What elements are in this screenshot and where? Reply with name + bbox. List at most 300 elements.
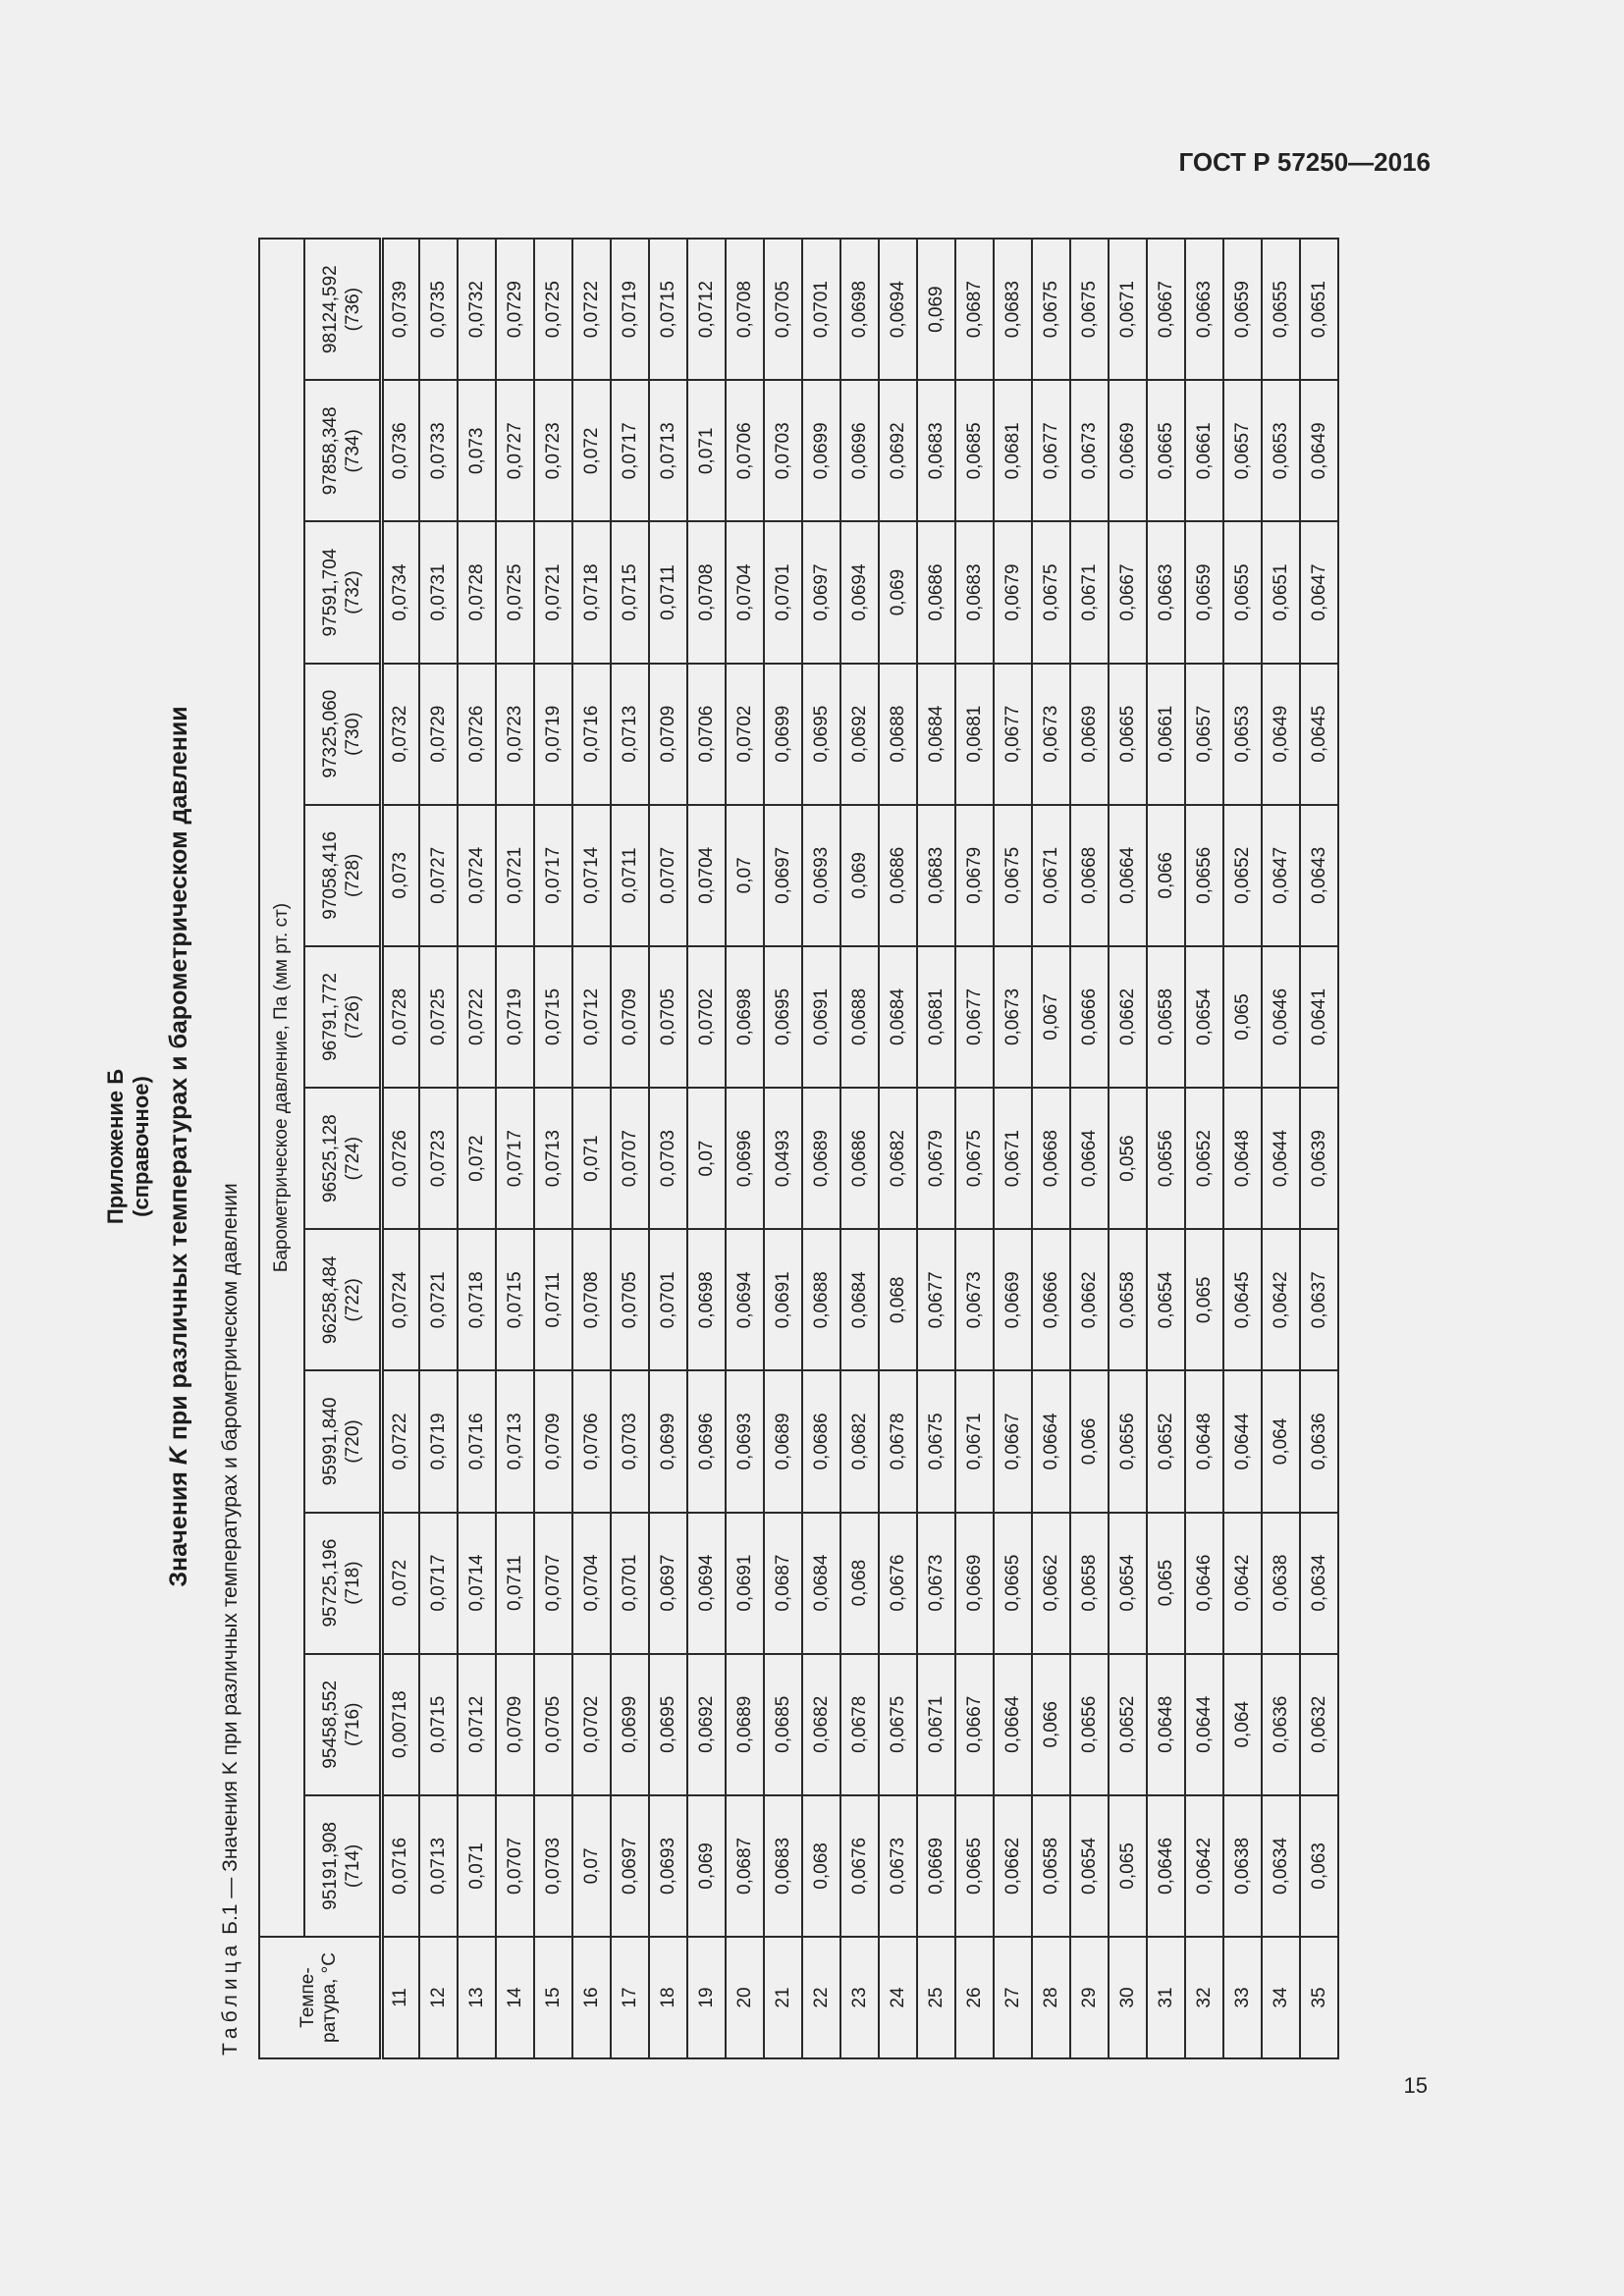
k-values-table [258, 238, 1339, 2059]
k-value-cell: 0,072 [458, 1088, 496, 1229]
k-value-cell: 0,0659 [1185, 521, 1223, 663]
table-row [534, 239, 572, 2058]
k-value-cell: 0,0695 [764, 946, 802, 1088]
k-value-cell: 0,0667 [955, 1654, 994, 1795]
k-value-cell: 0,0688 [802, 1229, 840, 1370]
k-value-cell: 0,064 [1223, 1654, 1262, 1795]
table-row [572, 239, 611, 2058]
k-value-cell: 0,0664 [1032, 1370, 1070, 1512]
k-value-cell: 0,0661 [1147, 664, 1185, 805]
pressure-pa: 98124,592 [320, 265, 342, 354]
k-value-cell: 0,0692 [687, 1654, 726, 1795]
pressure-mm: (718) [343, 1561, 364, 1605]
k-value-cell: 0,0652 [1109, 1654, 1147, 1795]
k-value-cell: 0,0656 [1070, 1654, 1109, 1795]
temperature-cell: 12 [419, 1937, 458, 2058]
k-value-cell: 0,0704 [572, 1513, 611, 1654]
k-value-cell: 0,0684 [802, 1513, 840, 1654]
k-value-cell: 0,0723 [534, 380, 572, 521]
k-value-cell: 0,0669 [917, 1795, 955, 1937]
k-value-cell: 0,0685 [955, 380, 994, 521]
k-value-cell: 0,073 [381, 805, 419, 946]
k-value-cell: 0,0702 [687, 946, 726, 1088]
table-container [258, 238, 1339, 2059]
temperature-cell: 11 [381, 1937, 419, 2058]
temperature-cell: 14 [496, 1937, 534, 2058]
table-caption-number: Б.1 — [219, 1871, 242, 1941]
k-value-cell: 0,0723 [496, 664, 534, 805]
temperature-cell: 27 [994, 1937, 1032, 2058]
k-value-cell: 0,0648 [1185, 1370, 1223, 1512]
temperature-cell: 26 [955, 1937, 994, 2058]
k-value-cell: 0,0663 [1147, 521, 1185, 663]
k-value-cell: 0,0713 [611, 664, 649, 805]
k-value-cell: 0,0708 [687, 521, 726, 663]
k-value-cell: 0,0715 [496, 1229, 534, 1370]
k-value-cell: 0,0676 [879, 1513, 917, 1654]
k-value-cell: 0,0649 [1262, 664, 1300, 805]
k-value-cell: 0,0727 [496, 380, 534, 521]
k-value-cell: 0,0682 [879, 1088, 917, 1229]
pressure-column-header [304, 664, 381, 805]
table-caption [219, 1183, 243, 2056]
k-value-cell: 0,069 [879, 521, 917, 663]
k-value-cell: 0,0677 [917, 1229, 955, 1370]
k-value-cell: 0,0715 [649, 239, 687, 380]
pressure-mm: (732) [343, 570, 364, 614]
k-value-cell: 0,0719 [611, 239, 649, 380]
table-row [687, 239, 726, 2058]
k-value-cell: 0,0707 [496, 1795, 534, 1937]
k-value-cell: 0,0675 [1070, 239, 1109, 380]
k-value-cell: 0,00718 [381, 1654, 419, 1795]
k-value-cell: 0,0662 [1070, 1229, 1109, 1370]
k-value-cell: 0,0711 [534, 1229, 572, 1370]
k-value-cell: 0,0698 [687, 1229, 726, 1370]
annex-caption-after: при различных температурах и барометрическом давлении [165, 706, 192, 1448]
k-value-cell: 0,069 [840, 805, 879, 946]
pressure-pa: 97325,060 [320, 689, 342, 778]
table-row [955, 239, 994, 2058]
k-value-cell: 0,0657 [1223, 380, 1262, 521]
k-value-cell: 0,0697 [611, 1795, 649, 1937]
k-value-cell: 0,0732 [458, 239, 496, 380]
temperature-cell: 25 [917, 1937, 955, 2058]
table-row [879, 239, 917, 2058]
k-value-cell: 0,0689 [726, 1654, 764, 1795]
pressure-pa: 96258,484 [320, 1255, 342, 1345]
k-value-cell: 0,07 [572, 1795, 611, 1937]
k-value-cell: 0,0643 [1300, 805, 1338, 946]
k-value-cell: 0,0675 [994, 805, 1032, 946]
k-value-cell: 0,0725 [534, 239, 572, 380]
k-value-cell: 0,0698 [840, 239, 879, 380]
pressure-pa: 96525,128 [320, 1114, 342, 1203]
k-value-cell: 0,0714 [458, 1513, 496, 1654]
k-value-cell: 0,0709 [611, 946, 649, 1088]
k-value-cell: 0,0681 [955, 664, 994, 805]
k-value-cell: 0,0704 [726, 521, 764, 663]
annex-subtitle: (справочное) [129, 1076, 153, 1217]
k-value-cell: 0,0637 [1300, 1229, 1338, 1370]
annex-caption-before: Значения [165, 1465, 192, 1587]
k-value-cell: 0,0713 [419, 1795, 458, 1937]
k-value-cell: 0,0663 [1185, 239, 1223, 380]
k-value-cell: 0,0644 [1223, 1370, 1262, 1512]
k-value-cell: 0,0648 [1223, 1088, 1262, 1229]
pressure-header: Барометрическое давление, Па (мм рт. ст) [259, 239, 304, 1937]
table-row [764, 239, 802, 2058]
table-row [1147, 239, 1185, 2058]
k-value-cell: 0,0715 [419, 1654, 458, 1795]
annex-caption [165, 234, 193, 2059]
pressure-pa: 95991,840 [320, 1397, 342, 1486]
k-value-cell: 0,0721 [496, 805, 534, 946]
annex-caption-symbol: K [165, 1447, 192, 1466]
temperature-cell: 16 [572, 1937, 611, 2058]
k-value-cell: 0,0694 [726, 1229, 764, 1370]
k-value-cell: 0,0636 [1300, 1370, 1338, 1512]
temperature-cell: 33 [1223, 1937, 1262, 2058]
k-value-cell: 0,072 [572, 380, 611, 521]
temperature-header: Темпе-ратура, °С [259, 1937, 381, 2058]
k-value-cell: 0,0647 [1300, 521, 1338, 663]
k-value-cell: 0,0493 [764, 1088, 802, 1229]
k-value-cell: 0,0714 [572, 805, 611, 946]
temperature-cell: 30 [1109, 1937, 1147, 2058]
k-value-cell: 0,0667 [1147, 239, 1185, 380]
table-row [840, 239, 879, 2058]
k-value-cell: 0,0675 [1032, 521, 1070, 663]
k-value-cell: 0,0707 [649, 805, 687, 946]
k-value-cell: 0,0679 [955, 805, 994, 946]
k-value-cell: 0,0709 [496, 1654, 534, 1795]
k-value-cell: 0,0648 [1147, 1654, 1185, 1795]
k-value-cell: 0,0671 [1109, 239, 1147, 380]
k-value-cell: 0,0678 [840, 1654, 879, 1795]
k-value-cell: 0,0726 [381, 1088, 419, 1229]
k-value-cell: 0,0695 [649, 1654, 687, 1795]
k-value-cell: 0,0699 [764, 664, 802, 805]
pressure-column-header [304, 1229, 381, 1370]
k-value-cell: 0,0665 [955, 1795, 994, 1937]
k-value-cell: 0,0668 [1032, 1088, 1070, 1229]
k-value-cell: 0,0673 [917, 1513, 955, 1654]
temperature-cell: 17 [611, 1937, 649, 2058]
temperature-cell: 22 [802, 1937, 840, 2058]
k-value-cell: 0,068 [840, 1513, 879, 1654]
temperature-cell: 31 [1147, 1937, 1185, 2058]
k-value-cell: 0,0727 [419, 805, 458, 946]
k-value-cell: 0,0649 [1300, 380, 1338, 521]
k-value-cell: 0,0638 [1262, 1513, 1300, 1654]
table-row [1070, 239, 1109, 2058]
k-value-cell: 0,0679 [994, 521, 1032, 663]
k-value-cell: 0,0653 [1223, 664, 1262, 805]
k-value-cell: 0,0718 [572, 521, 611, 663]
temperature-cell: 24 [879, 1937, 917, 2058]
k-value-cell: 0,0692 [879, 380, 917, 521]
k-value-cell: 0,0694 [687, 1513, 726, 1654]
k-value-cell: 0,0689 [802, 1088, 840, 1229]
pressure-column-header [304, 1513, 381, 1654]
k-value-cell: 0,0652 [1185, 1088, 1223, 1229]
k-value-cell: 0,0675 [917, 1370, 955, 1512]
k-value-cell: 0,0666 [1032, 1229, 1070, 1370]
pressure-mm: (722) [343, 1278, 364, 1322]
k-value-cell: 0,0723 [419, 1088, 458, 1229]
k-value-cell: 0,0684 [879, 946, 917, 1088]
k-value-cell: 0,0683 [917, 380, 955, 521]
k-value-cell: 0,0699 [611, 1654, 649, 1795]
k-value-cell: 0,0668 [1070, 805, 1109, 946]
k-value-cell: 0,0703 [764, 380, 802, 521]
k-value-cell: 0,0703 [611, 1370, 649, 1512]
k-value-cell: 0,0702 [726, 664, 764, 805]
k-value-cell: 0,0683 [955, 521, 994, 663]
temperature-cell: 20 [726, 1937, 764, 2058]
k-value-cell: 0,0688 [879, 664, 917, 805]
k-value-cell: 0,0684 [840, 1229, 879, 1370]
k-value-cell: 0,0697 [649, 1513, 687, 1654]
k-value-cell: 0,0713 [649, 380, 687, 521]
k-value-cell: 0,0689 [764, 1370, 802, 1512]
pressure-pa: 95458,552 [320, 1680, 342, 1769]
pressure-mm: (714) [343, 1843, 364, 1889]
k-value-cell: 0,0717 [611, 380, 649, 521]
table-row [802, 239, 840, 2058]
k-value-cell: 0,0662 [1032, 1513, 1070, 1654]
k-value-cell: 0,0675 [1032, 239, 1070, 380]
k-value-cell: 0,0651 [1300, 239, 1338, 380]
k-value-cell: 0,07 [726, 805, 764, 946]
k-value-cell: 0,066 [1070, 1370, 1109, 1512]
k-value-cell: 0,0681 [994, 380, 1032, 521]
k-value-cell: 0,0713 [534, 1088, 572, 1229]
k-value-cell: 0,0725 [419, 946, 458, 1088]
temperature-cell: 19 [687, 1937, 726, 2058]
k-value-cell: 0,0713 [496, 1370, 534, 1512]
k-value-cell: 0,0686 [879, 805, 917, 946]
k-value-cell: 0,0719 [534, 664, 572, 805]
k-value-cell: 0,0656 [1109, 1370, 1147, 1512]
k-value-cell: 0,069 [917, 239, 955, 380]
k-value-cell: 0,0636 [1262, 1654, 1300, 1795]
rotated-annex-block [103, 234, 1434, 2059]
k-value-cell: 0,0704 [687, 805, 726, 946]
k-value-cell: 0,0652 [1147, 1370, 1185, 1512]
k-value-cell: 0,0686 [917, 521, 955, 663]
k-value-cell: 0,0675 [879, 1654, 917, 1795]
k-value-cell: 0,0729 [496, 239, 534, 380]
k-value-cell: 0,071 [458, 1795, 496, 1937]
k-value-cell: 0,0707 [611, 1088, 649, 1229]
k-value-cell: 0,0681 [917, 946, 955, 1088]
k-value-cell: 0,0702 [572, 1654, 611, 1795]
k-value-cell: 0,0673 [1032, 664, 1070, 805]
k-value-cell: 0,0669 [994, 1229, 1032, 1370]
annex-title: Приложение Б [103, 1068, 128, 1225]
table-row [994, 239, 1032, 2058]
k-value-cell: 0,0654 [1070, 1795, 1109, 1937]
k-value-cell: 0,0662 [1109, 946, 1147, 1088]
temperature-cell: 23 [840, 1937, 879, 2058]
k-value-cell: 0,0691 [802, 946, 840, 1088]
k-value-cell: 0,0646 [1185, 1513, 1223, 1654]
k-value-cell: 0,0634 [1300, 1513, 1338, 1654]
k-value-cell: 0,072 [381, 1513, 419, 1654]
k-value-cell: 0,0642 [1262, 1229, 1300, 1370]
k-value-cell: 0,0701 [611, 1513, 649, 1654]
k-value-cell: 0,065 [1185, 1229, 1223, 1370]
k-value-cell: 0,0671 [1070, 521, 1109, 663]
k-value-cell: 0,0662 [994, 1795, 1032, 1937]
page-number: 15 [1403, 2073, 1428, 2098]
k-value-cell: 0,0654 [1109, 1513, 1147, 1654]
k-value-cell: 0,0732 [381, 664, 419, 805]
k-value-cell: 0,0703 [534, 1795, 572, 1937]
k-value-cell: 0,0645 [1300, 664, 1338, 805]
k-value-cell: 0,0658 [1147, 946, 1185, 1088]
k-value-cell: 0,0712 [687, 239, 726, 380]
k-value-cell: 0,0729 [419, 664, 458, 805]
k-value-cell: 0,0654 [1147, 1229, 1185, 1370]
k-value-cell: 0,0734 [381, 521, 419, 663]
k-value-cell: 0,0664 [1109, 805, 1147, 946]
k-value-cell: 0,0659 [1223, 239, 1262, 380]
k-value-cell: 0,0715 [611, 521, 649, 663]
table-row [726, 239, 764, 2058]
pressure-pa: 97591,704 [320, 548, 342, 637]
k-value-cell: 0,0735 [419, 239, 458, 380]
k-value-cell: 0,0638 [1223, 1795, 1262, 1937]
pressure-column-header [304, 1370, 381, 1512]
k-value-cell: 0,0722 [381, 1370, 419, 1512]
k-value-cell: 0,0665 [1109, 664, 1147, 805]
standard-code: ГОСТ Р 57250—2016 [1178, 147, 1431, 177]
pressure-pa: 97858,348 [320, 406, 342, 496]
k-value-cell: 0,0639 [1300, 1088, 1338, 1229]
k-value-cell: 0,0705 [534, 1654, 572, 1795]
k-value-cell: 0,068 [879, 1229, 917, 1370]
temperature-cell: 34 [1262, 1937, 1300, 2058]
k-value-cell: 0,0692 [840, 664, 879, 805]
k-value-cell: 0,0682 [802, 1654, 840, 1795]
table-caption-label: Таблица [219, 1940, 242, 2056]
k-value-cell: 0,066 [1032, 1654, 1070, 1795]
k-value-cell: 0,0684 [917, 664, 955, 805]
temperature-cell: 15 [534, 1937, 572, 2058]
k-value-cell: 0,0691 [764, 1229, 802, 1370]
k-value-cell: 0,0695 [802, 664, 840, 805]
temperature-cell: 28 [1032, 1937, 1070, 2058]
k-value-cell: 0,0721 [419, 1229, 458, 1370]
k-value-cell: 0,0687 [955, 239, 994, 380]
table-row [611, 239, 649, 2058]
k-value-cell: 0,0673 [879, 1795, 917, 1937]
k-value-cell: 0,0725 [496, 521, 534, 663]
k-value-cell: 0,0646 [1262, 946, 1300, 1088]
k-value-cell: 0,0711 [649, 521, 687, 663]
pressure-column-header [304, 380, 381, 521]
k-value-cell: 0,0717 [419, 1513, 458, 1654]
k-value-cell: 0,0652 [1223, 805, 1262, 946]
k-value-cell: 0,0698 [726, 946, 764, 1088]
k-value-cell: 0,0705 [649, 946, 687, 1088]
k-value-cell: 0,0677 [955, 946, 994, 1088]
pressure-column-header [304, 521, 381, 663]
k-value-cell: 0,0726 [458, 664, 496, 805]
k-value-cell: 0,0646 [1147, 1795, 1185, 1937]
k-value-cell: 0,0671 [917, 1654, 955, 1795]
column-header-row [304, 239, 381, 2058]
k-value-cell: 0,0701 [649, 1229, 687, 1370]
pressure-column-header [304, 1088, 381, 1229]
k-value-cell: 0,064 [1262, 1370, 1300, 1512]
k-value-cell: 0,0685 [764, 1654, 802, 1795]
pressure-pa: 95191,908 [320, 1822, 342, 1910]
k-value-cell: 0,0691 [726, 1513, 764, 1654]
table-row [917, 239, 955, 2058]
table-row [1300, 239, 1338, 2058]
k-value-cell: 0,0664 [1070, 1088, 1109, 1229]
k-value-cell: 0,0718 [458, 1229, 496, 1370]
k-value-cell: 0,0673 [1070, 380, 1109, 521]
k-value-cell: 0,0678 [879, 1370, 917, 1512]
k-value-cell: 0,056 [1109, 1088, 1147, 1229]
k-value-cell: 0,0655 [1223, 521, 1262, 663]
k-value-cell: 0,0664 [994, 1654, 1032, 1795]
k-value-cell: 0,0665 [994, 1513, 1032, 1654]
k-value-cell: 0,0739 [381, 239, 419, 380]
table-row [1109, 239, 1147, 2058]
k-value-cell: 0,0642 [1223, 1513, 1262, 1654]
k-value-cell: 0,0669 [955, 1513, 994, 1654]
k-value-cell: 0,0686 [802, 1370, 840, 1512]
k-value-cell: 0,0712 [572, 946, 611, 1088]
k-value-cell: 0,0658 [1109, 1229, 1147, 1370]
k-value-cell: 0,068 [802, 1795, 840, 1937]
k-value-cell: 0,071 [687, 380, 726, 521]
k-value-cell: 0,0683 [917, 805, 955, 946]
k-value-cell: 0,069 [687, 1795, 726, 1937]
temperature-cell: 32 [1185, 1937, 1223, 2058]
k-value-cell: 0,0682 [840, 1370, 879, 1512]
k-value-cell: 0,0712 [458, 1654, 496, 1795]
k-value-cell: 0,0728 [458, 521, 496, 663]
table-row [1032, 239, 1070, 2058]
k-value-cell: 0,0632 [1300, 1654, 1338, 1795]
k-value-cell: 0,0669 [1109, 380, 1147, 521]
k-value-cell: 0,0703 [649, 1088, 687, 1229]
k-value-cell: 0,0683 [994, 239, 1032, 380]
k-value-cell: 0,0656 [1147, 1088, 1185, 1229]
pressure-pa: 97058,416 [320, 830, 342, 920]
k-value-cell: 0,0705 [764, 239, 802, 380]
k-value-cell: 0,0709 [534, 1370, 572, 1512]
k-value-cell: 0,0658 [1032, 1795, 1070, 1937]
k-value-cell: 0,0634 [1262, 1795, 1300, 1937]
k-value-cell: 0,0701 [764, 521, 802, 663]
k-value-cell: 0,0671 [955, 1370, 994, 1512]
k-value-cell: 0,0642 [1185, 1795, 1223, 1937]
pressure-column-header [304, 239, 381, 380]
table-row [381, 239, 419, 2058]
k-value-cell: 0,0671 [1032, 805, 1070, 946]
k-value-cell: 0,0719 [496, 946, 534, 1088]
k-value-cell: 0,0679 [917, 1088, 955, 1229]
k-value-cell: 0,066 [1147, 805, 1185, 946]
